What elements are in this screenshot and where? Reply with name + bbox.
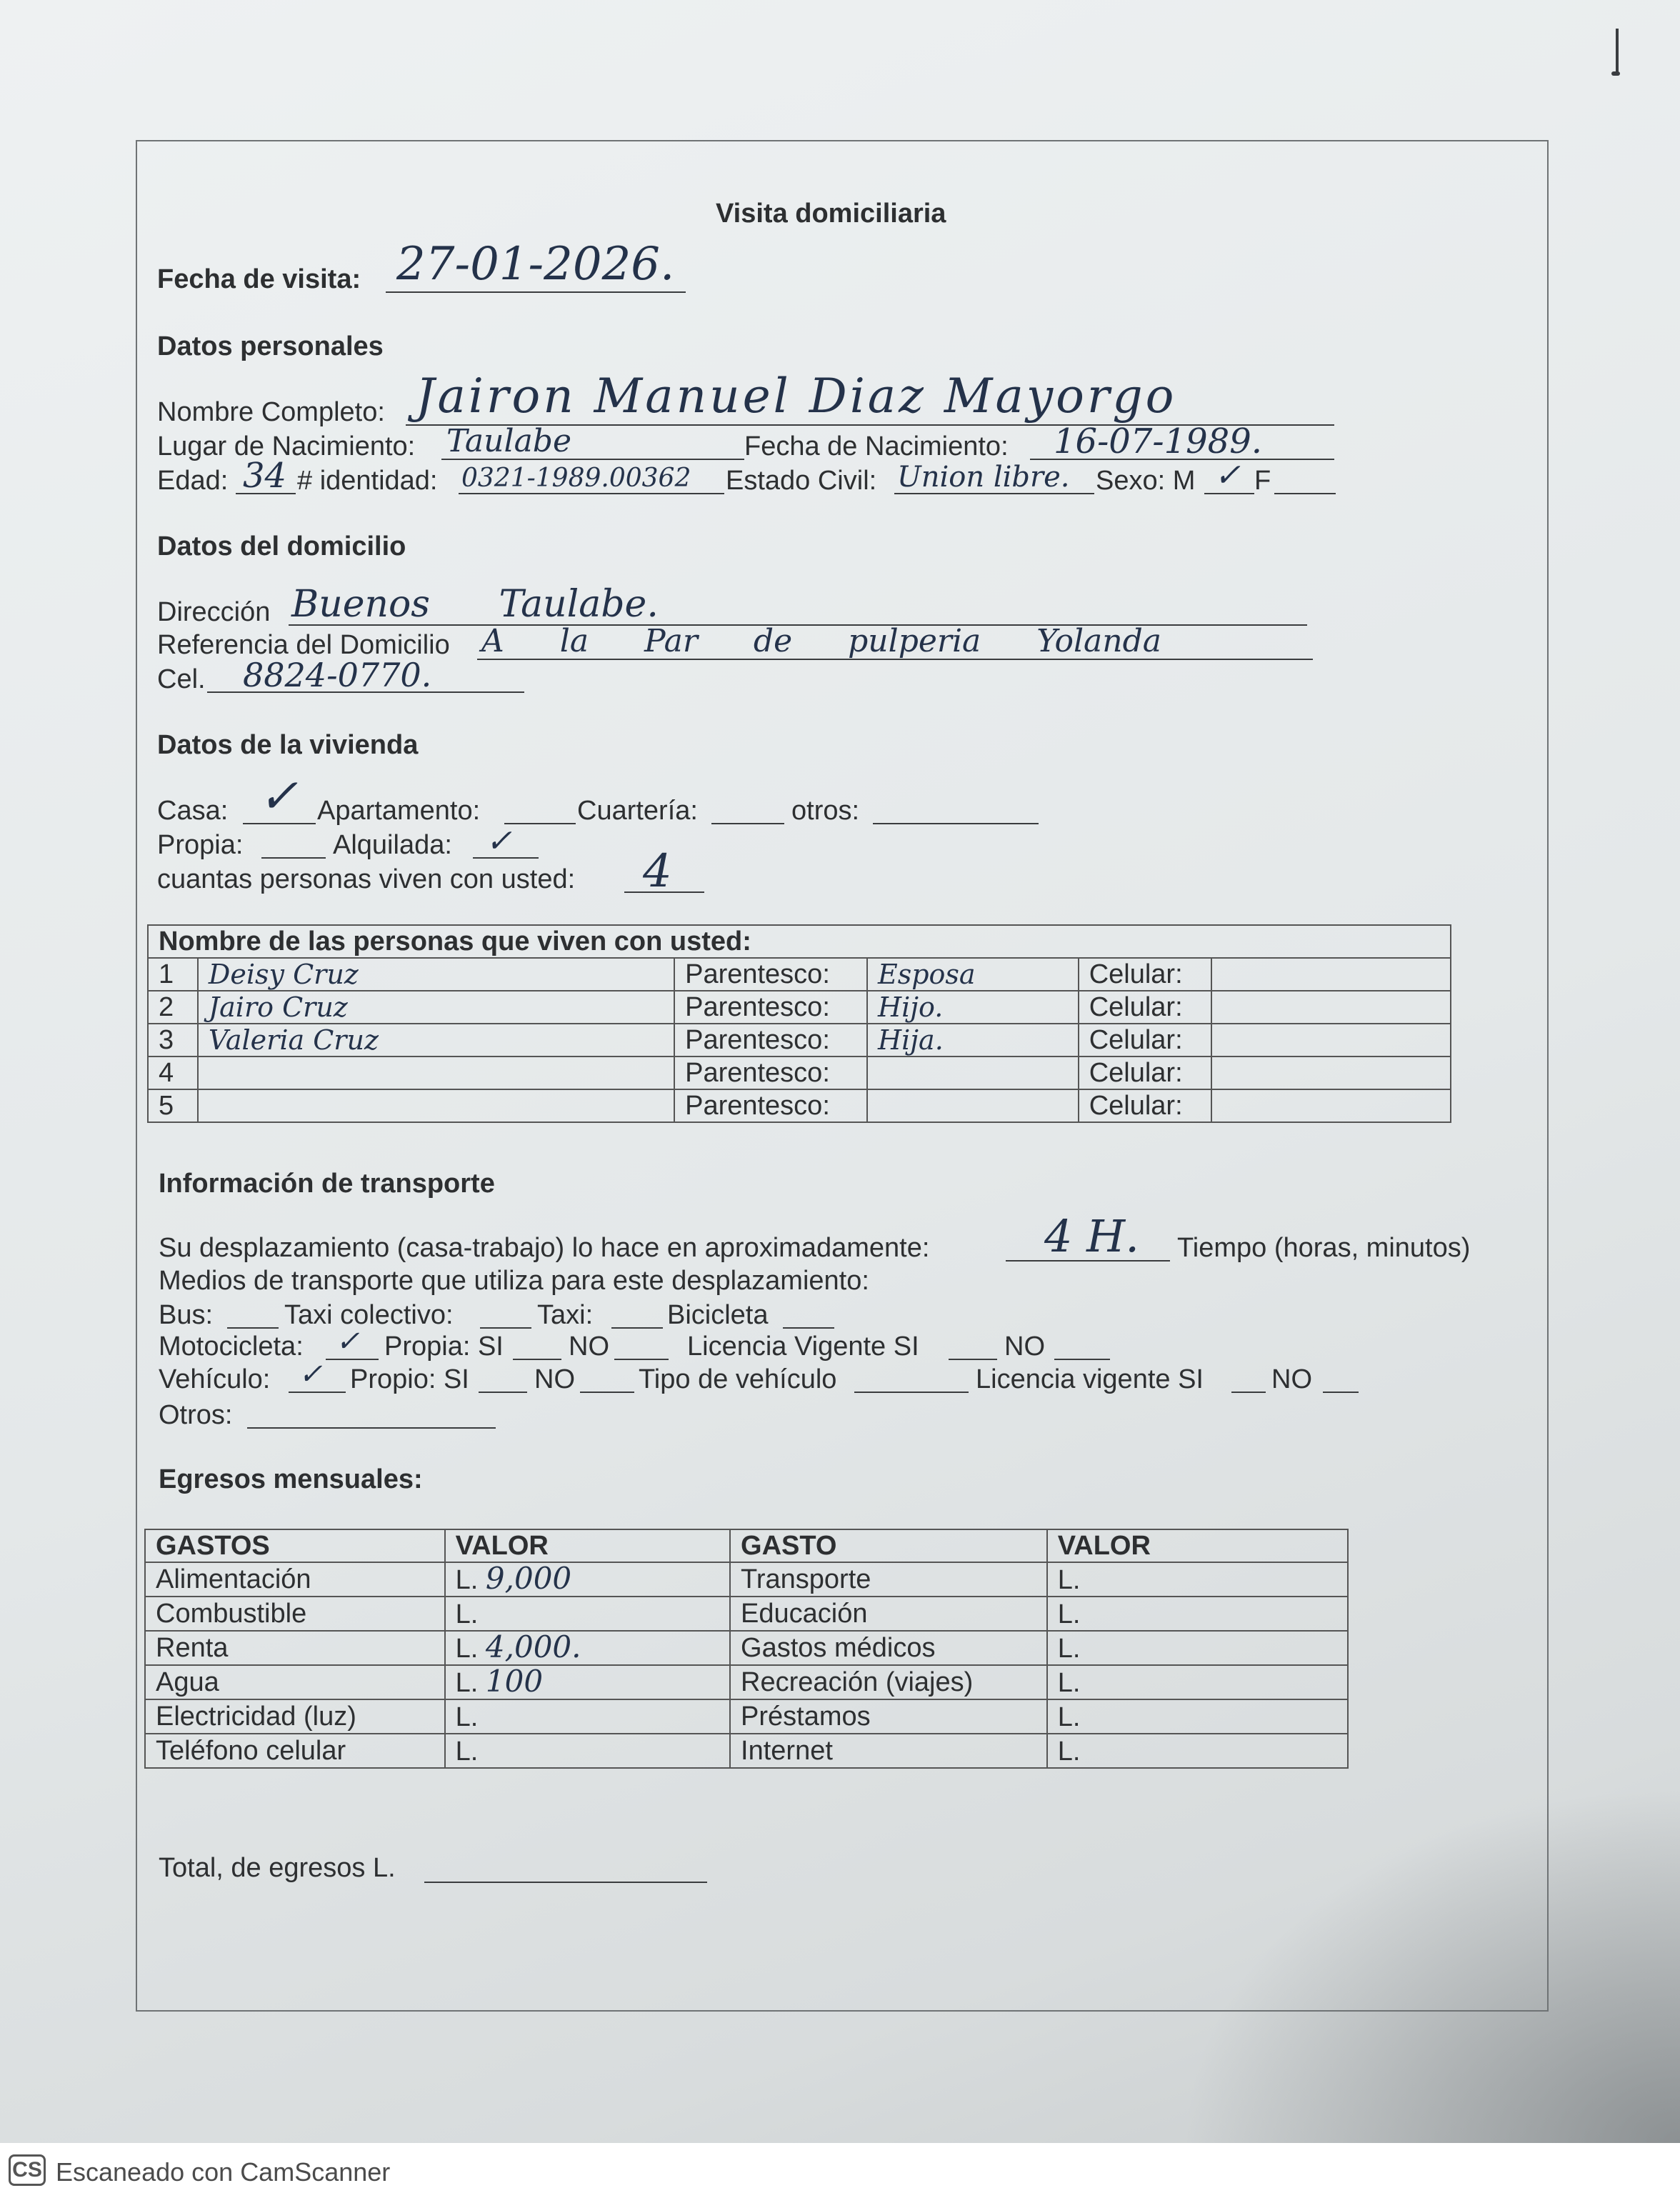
- expense-row: [145, 1631, 1348, 1665]
- celular-label: Celular:: [1079, 1024, 1211, 1056]
- id-label: # identidad:: [297, 466, 438, 496]
- member-phone[interactable]: [1211, 958, 1451, 991]
- currency-prefix: L.: [1057, 1634, 1081, 1664]
- apartamento-line: [504, 823, 576, 824]
- row-number: 4: [148, 1056, 198, 1089]
- vehicle-type-label: Tipo de vehículo: [639, 1364, 837, 1394]
- expense-value[interactable]: 100: [485, 1664, 544, 1699]
- transport-other-line: [247, 1427, 496, 1429]
- row-number: 2: [148, 991, 198, 1024]
- motorcycle-check[interactable]: ✓: [336, 1325, 360, 1358]
- vehicle-license-no-line: [1323, 1392, 1359, 1393]
- name-value[interactable]: Jairon Manuel Diaz Mayorgo: [416, 369, 1177, 424]
- expense-value[interactable]: 9,000: [485, 1561, 572, 1596]
- commute-value[interactable]: 4 H.: [1044, 1210, 1139, 1262]
- motorcycle-license-no-label: NO: [1004, 1332, 1045, 1362]
- vehicle-check[interactable]: ✓: [299, 1358, 323, 1391]
- motorcycle-own-label: Propia: SI: [384, 1332, 504, 1362]
- currency-prefix: L.: [1057, 1565, 1081, 1595]
- expense-name: Combustible: [145, 1597, 445, 1631]
- propia-line: [261, 857, 326, 859]
- vehicle-license-label: Licencia vigente SI: [976, 1364, 1204, 1394]
- motorcycle-license-yes-line: [949, 1359, 997, 1360]
- domicile-heading: Datos del domicilio: [157, 531, 406, 561]
- header-valor: VALOR: [445, 1529, 730, 1562]
- bicicleta-label: Bicicleta: [667, 1300, 769, 1330]
- currency-prefix: L.: [455, 1599, 479, 1629]
- taxi-colectivo-line: [480, 1327, 531, 1329]
- currency-prefix: L.: [1057, 1668, 1081, 1698]
- member-relation[interactable]: [867, 1056, 1079, 1089]
- expense-value-cell[interactable]: [1047, 1699, 1348, 1734]
- expense-value-cell[interactable]: [1047, 1734, 1348, 1768]
- household-header: Nombre de las personas que viven con usted:: [148, 925, 1451, 958]
- expense-row: [145, 1665, 1348, 1699]
- visit-date-label: Fecha de visita:: [157, 264, 361, 294]
- sex-f-label: F: [1254, 466, 1271, 496]
- pen-mark-dot: [1611, 71, 1620, 76]
- expenses-table: [144, 1529, 1349, 1769]
- member-phone[interactable]: [1211, 991, 1451, 1024]
- bus-line: [227, 1327, 279, 1329]
- cel-label: Cel.: [157, 664, 206, 694]
- expense-row: [145, 1562, 1348, 1597]
- vehicle-own-yes-line: [479, 1392, 527, 1393]
- member-name[interactable]: Deisy Cruz: [198, 958, 674, 991]
- expense-name: Transporte: [730, 1562, 1047, 1597]
- transport-other-label: Otros:: [159, 1400, 233, 1430]
- motorcycle-label: Motocicleta:: [159, 1332, 304, 1362]
- member-name[interactable]: Jairo Cruz: [198, 991, 674, 1024]
- transport-heading: Información de transporte: [159, 1169, 495, 1199]
- camscanner-logo-icon: CS: [9, 2154, 46, 2186]
- household-row: [148, 1089, 1451, 1122]
- id-value[interactable]: 0321-1989.00362: [461, 464, 691, 493]
- vehicle-own-no-label: NO: [534, 1364, 575, 1394]
- persons-count-label: cuantas personas viven con usted:: [157, 864, 576, 894]
- taxi-colectivo-label: Taxi colectivo:: [284, 1300, 454, 1330]
- expenses-heading: Egresos mensuales:: [159, 1464, 423, 1494]
- housing-heading: Datos de la vivienda: [157, 730, 419, 760]
- expense-value-cell[interactable]: [1047, 1665, 1348, 1699]
- civil-status-value[interactable]: Union libre.: [897, 461, 1070, 494]
- scanner-footer: [0, 2143, 1680, 2198]
- camscanner-watermark-text: Escaneado con CamScanner: [56, 2157, 391, 2187]
- expense-row: [145, 1597, 1348, 1631]
- casa-label: Casa:: [157, 796, 229, 826]
- household-table: [147, 924, 1451, 1123]
- expenses-header-row: [145, 1529, 1348, 1562]
- member-relation[interactable]: [867, 1089, 1079, 1122]
- celular-label: Celular:: [1079, 991, 1211, 1024]
- birthplace-label: Lugar de Nacimiento:: [157, 431, 416, 461]
- alquilada-label: Alquilada:: [333, 830, 452, 860]
- otros-line: [873, 823, 1039, 824]
- vehicle-own-label: Propio: SI: [350, 1364, 469, 1394]
- household-row: [148, 958, 1451, 991]
- vehicle-license-no-label: NO: [1271, 1364, 1312, 1394]
- member-name[interactable]: [198, 1089, 674, 1122]
- currency-prefix: L.: [1057, 1702, 1081, 1732]
- parentesco-label: Parentesco:: [674, 1089, 867, 1122]
- expense-name: Teléfono celular: [145, 1734, 445, 1768]
- row-number: 1: [148, 958, 198, 991]
- age-value[interactable]: 34: [243, 456, 287, 496]
- id-line: [459, 493, 724, 494]
- expense-name: Electricidad (luz): [145, 1699, 445, 1734]
- expense-name: Internet: [730, 1734, 1047, 1768]
- expenses-total-line: [424, 1882, 707, 1883]
- expense-row: [145, 1699, 1348, 1734]
- expense-name: Recreación (viajes): [730, 1665, 1047, 1699]
- household-header-row: [148, 925, 1451, 958]
- expense-name: Agua: [145, 1665, 445, 1699]
- parentesco-label: Parentesco:: [674, 1024, 867, 1056]
- civil-status-label: Estado Civil:: [726, 466, 877, 496]
- motorcycle-license-label: Licencia Vigente SI: [687, 1332, 919, 1362]
- expense-name: Gastos médicos: [730, 1631, 1047, 1665]
- persons-count-value[interactable]: 4: [643, 845, 672, 898]
- header-gasto: GASTO: [730, 1529, 1047, 1562]
- currency-prefix: L.: [455, 1668, 479, 1698]
- expense-value-cell[interactable]: [1047, 1562, 1348, 1597]
- commute-label: Su desplazamiento (casa-trabajo) lo hace en aproximadamente:: [159, 1233, 930, 1263]
- celular-label: Celular:: [1079, 958, 1211, 991]
- member-name[interactable]: Valeria Cruz: [198, 1024, 674, 1056]
- birthdate-value[interactable]: 16-07-1989.: [1054, 421, 1263, 461]
- expense-value-cell[interactable]: [445, 1562, 730, 1597]
- member-relation[interactable]: Hija.: [867, 1024, 1079, 1056]
- celular-label: Celular:: [1079, 1056, 1211, 1089]
- header-gastos: GASTOS: [145, 1529, 445, 1562]
- member-phone[interactable]: [1211, 1024, 1451, 1056]
- expense-name: Educación: [730, 1597, 1047, 1631]
- form-title: Visita domiciliaria: [716, 199, 946, 229]
- celular-label: Celular:: [1079, 1089, 1211, 1122]
- reference-value[interactable]: A la Par de pulperia Yolanda: [481, 623, 1161, 659]
- name-label: Nombre Completo:: [157, 397, 385, 427]
- member-name[interactable]: [198, 1056, 674, 1089]
- casa-check[interactable]: ✓: [259, 769, 299, 824]
- vehicle-type-line: [854, 1392, 969, 1393]
- member-phone[interactable]: [1211, 1056, 1451, 1089]
- cel-value[interactable]: 8824-0770.: [243, 656, 432, 694]
- personal-heading: Datos personales: [157, 331, 384, 361]
- member-relation[interactable]: Hijo.: [867, 991, 1079, 1024]
- expense-name: Alimentación: [145, 1562, 445, 1597]
- expense-value-cell[interactable]: [445, 1597, 730, 1631]
- expense-value-cell[interactable]: [1047, 1597, 1348, 1631]
- reference-label: Referencia del Domicilio: [157, 630, 450, 660]
- motorcycle-own-no-line: [614, 1359, 669, 1360]
- expense-value-cell[interactable]: [445, 1665, 730, 1699]
- alquilada-check[interactable]: ✓: [486, 823, 512, 859]
- vehicle-own-no-line: [580, 1392, 634, 1393]
- expense-value-cell[interactable]: [445, 1734, 730, 1768]
- apartamento-label: Apartamento:: [317, 796, 481, 826]
- row-number: 3: [148, 1024, 198, 1056]
- propia-label: Propia:: [157, 830, 244, 860]
- birthplace-value[interactable]: Taulabe: [446, 423, 572, 459]
- bicicleta-line: [783, 1327, 834, 1329]
- parentesco-label: Parentesco:: [674, 991, 867, 1024]
- sex-m-check[interactable]: ✓: [1214, 457, 1241, 494]
- row-number: 5: [148, 1089, 198, 1122]
- expense-value-cell[interactable]: [1047, 1631, 1348, 1665]
- sex-label: Sexo: M: [1096, 466, 1196, 496]
- birthdate-label: Fecha de Nacimiento:: [744, 431, 1009, 461]
- currency-prefix: L.: [455, 1634, 479, 1664]
- cuarteria-label: Cuartería:: [577, 796, 698, 826]
- bus-label: Bus:: [159, 1300, 214, 1330]
- address-label: Dirección: [157, 597, 271, 627]
- household-row: [148, 991, 1451, 1024]
- currency-prefix: L.: [455, 1702, 479, 1732]
- cuarteria-line: [711, 823, 784, 824]
- member-relation[interactable]: Esposa: [867, 958, 1079, 991]
- otros-label: otros:: [791, 796, 860, 826]
- vehicle-license-yes-line: [1231, 1392, 1266, 1393]
- vehicle-label: Vehículo:: [159, 1364, 271, 1394]
- currency-prefix: L.: [455, 1565, 479, 1595]
- household-row: [148, 1024, 1451, 1056]
- motorcycle-own-yes-line: [513, 1359, 561, 1360]
- expense-name: Renta: [145, 1631, 445, 1665]
- household-row: [148, 1056, 1451, 1089]
- header-valor-2: VALOR: [1047, 1529, 1348, 1562]
- member-phone[interactable]: [1211, 1089, 1451, 1122]
- address-value[interactable]: Buenos Taulabe.: [291, 583, 659, 626]
- taxi-label: Taxi:: [537, 1300, 594, 1330]
- expense-value[interactable]: 4,000.: [485, 1629, 581, 1664]
- parentesco-label: Parentesco:: [674, 1056, 867, 1089]
- motorcycle-own-no-label: NO: [569, 1332, 609, 1362]
- pen-mark: [1616, 29, 1619, 73]
- currency-prefix: L.: [1057, 1737, 1081, 1767]
- visit-date-value[interactable]: 27-01-2026.: [396, 238, 675, 291]
- expense-row: [145, 1734, 1348, 1768]
- currency-prefix: L.: [1057, 1599, 1081, 1629]
- transport-means-label: Medios de transporte que utiliza para este desplazamiento:: [159, 1266, 869, 1296]
- taxi-line: [611, 1327, 663, 1329]
- sex-f-line: [1274, 493, 1336, 494]
- expense-value-cell[interactable]: [445, 1631, 730, 1665]
- parentesco-label: Parentesco:: [674, 958, 867, 991]
- commute-unit: Tiempo (horas, minutos): [1177, 1233, 1471, 1263]
- currency-prefix: L.: [455, 1737, 479, 1767]
- motorcycle-license-no-line: [1054, 1359, 1110, 1360]
- age-label: Edad:: [157, 466, 229, 496]
- expense-name: Préstamos: [730, 1699, 1047, 1734]
- expense-value-cell[interactable]: [445, 1699, 730, 1734]
- visit-date-line: [386, 291, 686, 293]
- vehicle-line: [289, 1392, 346, 1393]
- expenses-total-label: Total, de egresos L.: [159, 1853, 396, 1883]
- motorcycle-line: [326, 1359, 379, 1360]
